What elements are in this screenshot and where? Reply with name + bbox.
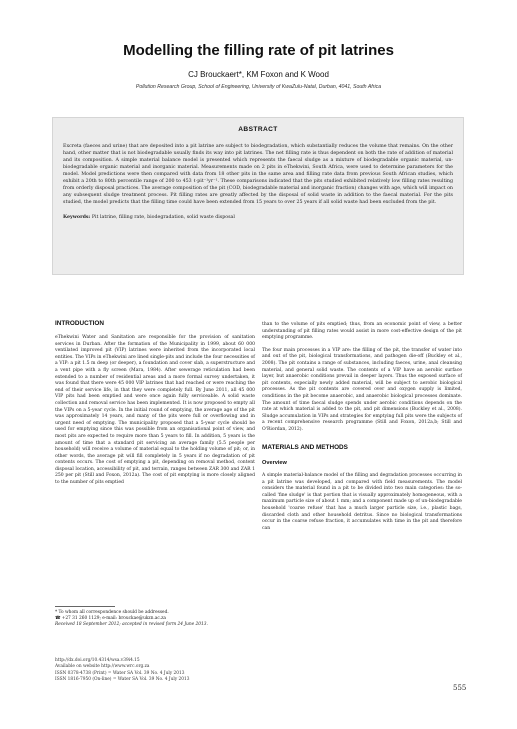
keywords-label: Keywords: <box>63 215 91 220</box>
author-affiliation: Pollution Research Group, School of Engineering, University of KwaZulu-Natal, Durban, 4041, South Africa <box>135 84 382 90</box>
publication-meta <box>55 658 275 684</box>
keywords-line <box>63 214 453 221</box>
introduction-heading: INTRODUCTION <box>55 320 104 327</box>
introduction-paragraph: eThekwini Water and Sanitation are responsible for the provision of sanitation services in Durban. After the formation of the Municipality in 1999, about 60 000 ventilated improved pit (VIP) latrines were inherited from the incorporated local entities. The VIPs in eThekwini are lined single-pits and include the four necessities of a VIP: a pit 1.5 m deep (or deeper), a foundation and cover slab, a superstructure and a vent pipe with a fly screen (Mara, 1984). After sewerage reticulation had been extended to a number of residential areas and a more formal survey undertaken, it was found that there were 45 000 VIP latrines that had reached or were reaching the end of their service life, in that they were completely full. By June 2011, all 45 000 VIP pits had been emptied and were once again fully serviceable. A solid waste collection and removal service has been implemented. It is now proposed to empty all the VIPs on a 5-year cycle. In the initial round of emptying, the average age of the pit was approximately 14 years, and many of the pits were full or overflowing and in urgent need of emptying. The municipality proposed that a 5-year cycle should be used for emptying since this was possible from an organisational point of view, and most pits are expected to require more than 5 years to fill. In addition, 5 years is the amount of time that a standard pit servicing an average family (5.5 people per household) will receive a volume of material equal to the holding volume of pit; or, in other words, the average pit will fill completely in 5 years if no degradation of pit contents occurs. The cost of emptying a pit, depending on removal method, content disposal location, accessibility of pit, and terrain, ranges between ZAR 300 and ZAR 1 250 per pit (Still and Foxon, 2012a). The cost of pit emptying is more closely aligned to the number of pits emptied <box>55 335 255 486</box>
overview-heading: Overview <box>262 459 287 466</box>
author-list: CJ Brouckaert*, KM Foxon and K Wood <box>188 70 329 79</box>
page-number: 555 <box>453 684 467 692</box>
abstract-heading: ABSTRACT <box>238 126 278 133</box>
issn-print: ISSN 0378-4738 (Print) = Water SA Vol. 39 No. 4 July 2013 <box>55 670 185 676</box>
doi-link[interactable]: http://dx.doi.org/10.4314/wsa.v39i4.15 <box>55 658 140 663</box>
right-paragraph-2: The four main processes in a VIP are: the filling of the pit, the transfer of water into and out of the pit, biological transformations, and pathogen die-off (Buckley et al., 2008). The pit contains a range of substances, including faeces, urine, anal cleansing material, and general solid waste. The contents of a VIP have an aerobic surface layer, but anaerobic conditions prevail in deeper layers. Thus the exposed surface of pit contents, especially newly added material, will be subject to aerobic biological processes. As the pit contents are covered over and oxygen supply is limited, conditions in the pit become anaerobic, and anaerobic biological processes dominate. The amount of time faecal sludge spends under aerobic conditions depends on the rate at which material is added to the pit, and pit dimensions (Buckley et al., 2008). Sludge accumulation in VIPs and strategies for emptying full pits were the subjects of a recent comprehensive research programme (Still and Foxon, 2012a,b; Still and O'Riordan, 2012). <box>262 347 462 432</box>
methods-heading: MATERIALS AND METHODS <box>262 443 348 451</box>
left-column <box>55 320 255 487</box>
footnotes <box>55 610 255 629</box>
footnote-received: Received 18 September 2012; accepted in revised form 24 June 2013. <box>55 622 208 628</box>
footnote-contact: ☎ +27 31 260 1129; e-mail: brouckae@ukzn.ac.za <box>55 616 166 622</box>
abstract-text: Excreta (faeces and urine) that are deposited into a pit latrine are subject to biodegradation, which substantially reduces the volume that remains. On the other hand, other matter that is not biodegradable usually finds its way into pit latrines. The net filling rate is thus dependent on both the rate of addition of material and its composition. A simple material balance model is presented which represents the faecal sludge as a mixture of biodegradable organic material, un-biodegradable organic material and inorganic material. Measurements made on 2 pits in eThekwini, South Africa, were used to determine parameters for the model. Model predictions were then compared with data from 18 other pits in the same area and filling rate data from previous South African studies, which exhibit a 20th to 80th percentile range of 200 to 453 ℓ·pit⁻¹yr⁻¹. These comparisons indicated that the pits studied exhibited relatively low filling rates resulting from orderly disposal practices. The average composition of the pit (COD, biodegradable material and inorganic fraction) changes with age, which will impact on any subsequent sludge treatment process. Pit filling rates are greatly affected by the disposal of solid waste in addition to the faecal material. For the pits studied, the model predicts that the filling time could have been extended from 15 years to over 25 years if all solid waste had been excluded from the pit. <box>63 144 453 205</box>
article-title: Modelling the filling rate of pit latrines <box>123 42 394 59</box>
footnote-divider <box>55 606 115 607</box>
footnote-corresponding: * To whom all correspondence should be addressed. <box>55 610 169 615</box>
abstract-box <box>52 117 464 275</box>
right-paragraph-3: A simple material-balance model of the filling and degradation processes occurring in a pit latrine was developed, and compared with field measurements. The model considers the material found in a pit to be divided into two main categories: the so-called 'fine sludge' is that portion that is visually approximately homogeneous, with a maximum particle size of about 1 mm; and a component made up of un-biodegradable household 'coarse refuse' that has a much larger particle size, i.e., plastic bags, discarded cloth and other household detritus. Since no biological transformations occur in the coarse refuse fraction, it accumulates with time in the pit and therefore can <box>262 473 462 531</box>
right-paragraph-1: than to the volume of pits emptied; thus, from an economic point of view, a better understanding of pit filling rates would assist in more cost-effective design of the pit emptying programme. <box>262 322 462 341</box>
website-line: Available on website http://www.wrc.org.za <box>55 664 150 670</box>
keywords-text: Pit latrine, filling rate, biodegradation, solid waste disposal <box>91 215 235 220</box>
right-column <box>262 322 462 532</box>
issn-online: ISSN 1816-7950 (On-line) = Water SA Vol. 39 No. 4 July 2013 <box>55 677 190 683</box>
